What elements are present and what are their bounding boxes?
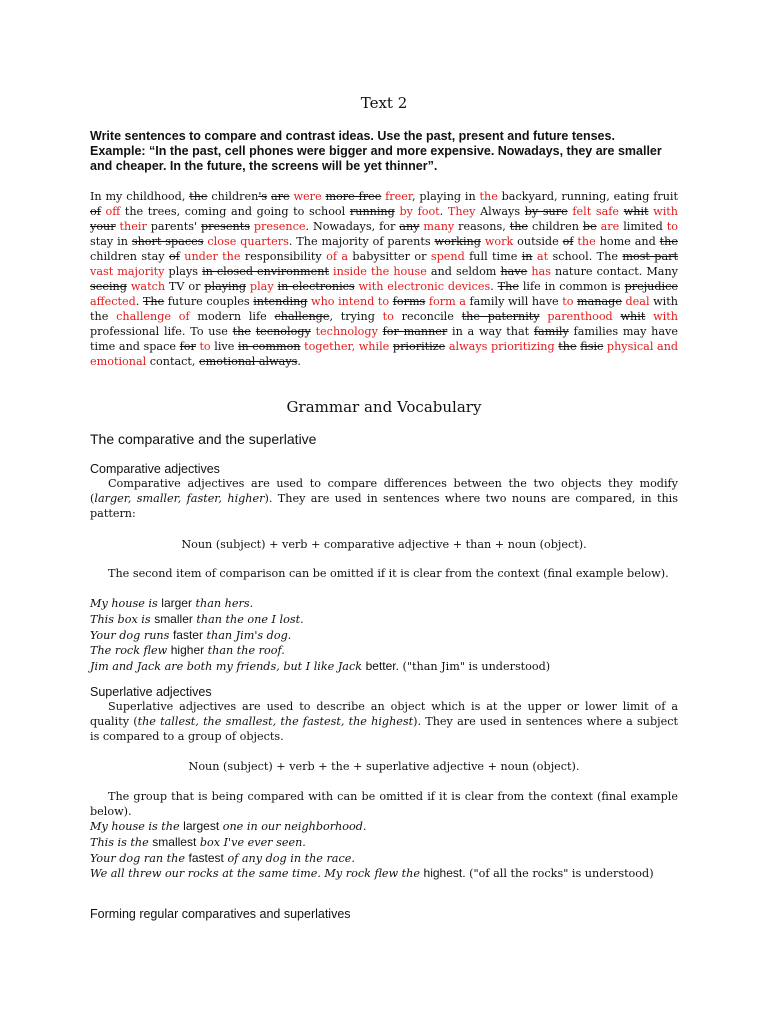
struck-word: challenge [274, 310, 330, 323]
correction-word: to [382, 310, 394, 323]
grammar-heading: Grammar and Vocabulary [286, 398, 482, 416]
example-sentence [90, 628, 678, 644]
page-title: Text 2 [360, 94, 408, 112]
struck-word: seeing [90, 280, 127, 293]
correction-word: together, while [304, 340, 390, 353]
example-text: The rock flew [90, 644, 171, 658]
struck-word: in electronics [277, 280, 355, 293]
correction-word: to [562, 295, 574, 308]
essay-text: . [135, 295, 143, 308]
correction-word: parenthood [547, 310, 613, 323]
correction-word: the [577, 235, 596, 248]
superlative-note: The group that is being compared with can be omitted if it is clear from the context (final example below). [90, 790, 678, 818]
essay-text: In my childhood, [90, 190, 190, 203]
struck-word: be [582, 220, 597, 233]
essay-text: , playing in [412, 190, 480, 203]
correction-word: deal [625, 295, 650, 308]
struck-word: by sure [524, 205, 568, 218]
correction-word: many [423, 220, 455, 233]
struck-word: tecnology [255, 325, 311, 338]
example-text: My house is [90, 597, 162, 610]
struck-word: fisic [580, 340, 604, 353]
struck-word: of [90, 205, 101, 218]
correction-word: the [479, 190, 498, 203]
example-keyword: highest. [423, 866, 466, 881]
comparative-examples [90, 596, 678, 675]
essay-text: plays [164, 265, 203, 278]
example-sentence [90, 851, 678, 867]
example-keyword: larger [161, 596, 192, 610]
essay-text: school. The [548, 250, 623, 263]
correction-word: watch [130, 280, 166, 293]
struck-word: the [558, 340, 577, 353]
essay-text: . The majority of parents [288, 235, 435, 248]
correction-word: are [600, 220, 620, 233]
struck-word: the [189, 190, 208, 203]
example-sentence [90, 659, 678, 675]
struck-word: in closed environment [202, 265, 329, 278]
correction-word: at [536, 250, 549, 263]
struck-word: 's [258, 190, 268, 203]
example-keyword: smaller [154, 611, 193, 626]
struck-word: whit [623, 205, 649, 218]
struck-word: running [349, 205, 395, 218]
instruction-line: Write sentences to compare and contrast ideas. Use the past, present and future tenses. [90, 129, 615, 143]
correction-word: physical and emotional [90, 340, 679, 368]
essay-text: with the [90, 295, 678, 323]
example-keyword: smallest [152, 834, 197, 849]
example-line: Example: “In the past, cell phones were bigger and more expensive. Nowadays, they are smaller and cheaper. In the future, the screens will be yet thinner”. [90, 144, 662, 173]
correction-word: with [653, 205, 679, 218]
essay-text: family will have [465, 295, 563, 308]
example-sentence [90, 819, 678, 835]
example-keyword: faster [172, 627, 203, 642]
struck-word: of [168, 250, 180, 263]
correction-word: challenge of [116, 310, 190, 323]
example-text: Jim and Jack are both my friends, but I like Jack [90, 660, 366, 674]
correction-word: technology [315, 325, 378, 338]
essay-text: the trees, coming and going to school [120, 205, 350, 218]
correction-word: who intend to [311, 295, 390, 308]
instructions [90, 129, 678, 174]
essay-text: parents' [146, 220, 201, 233]
struck-word: the [232, 325, 251, 338]
correction-word: under the [184, 250, 241, 263]
essay-text: TV or [165, 280, 205, 293]
correction-word: to [666, 220, 679, 233]
correction-word: has [531, 265, 551, 278]
struck-word: intending [253, 295, 308, 308]
example-text: Your dog runs [90, 628, 173, 642]
comparative-paragraph [90, 476, 678, 521]
comparative-note: The second item of comparison can be omitted if it is clear from the context (final example below). [108, 567, 669, 580]
forming-heading: Forming regular comparatives and superlatives [90, 907, 351, 921]
correction-word: with electronic devices [358, 280, 491, 293]
correction-word: their [119, 220, 147, 233]
essay-text: modern life [189, 310, 275, 323]
essay-text: backyard, running, eating fruit [497, 190, 679, 203]
example-text: box I've ever seen. [196, 835, 306, 849]
superlative-formula: Noun (subject) + verb + the + superlative adjective + noun (object). [188, 760, 580, 773]
struck-word: short spaces [131, 235, 204, 248]
correction-word: off [105, 205, 121, 218]
essay-text: limited [619, 220, 667, 233]
essay-text: in a way that [447, 325, 534, 338]
struck-word: of [562, 235, 574, 248]
essay-text: life in common is [518, 280, 625, 293]
correction-word: by foot [399, 205, 440, 218]
struck-word: the [659, 235, 678, 248]
essay-text: outside [513, 235, 563, 248]
struck-word: the paternity [461, 310, 540, 323]
struck-word: any [399, 220, 420, 233]
example-sentence [90, 643, 678, 659]
essay-text: . [439, 205, 448, 218]
struck-word: The [142, 295, 165, 308]
text-span: Comparative adjectives are used to compare differences between the two objects they modify ( [90, 477, 678, 505]
essay-text: stay in [90, 235, 132, 248]
struck-word: are [270, 190, 290, 203]
essay-text: contact, [146, 355, 200, 368]
example-keyword: fastest [188, 850, 224, 865]
italic-examples: larger, smaller, faster, higher [94, 492, 265, 505]
correction-word: work [484, 235, 514, 248]
struck-word: prioritize [392, 340, 446, 353]
example-keyword: higher [170, 643, 205, 658]
text-span: Superlative adjectives are used to describe an object which is at the upper or lower limit of a quality ( [90, 700, 678, 728]
struck-word: whit [620, 310, 646, 323]
correction-word: vast majority [90, 265, 165, 278]
struck-word: most part [622, 250, 678, 263]
italic-examples: the tallest, the smallest, the fastest, the highest [137, 715, 414, 728]
example-text: Your dog ran the [90, 851, 189, 865]
superlative-heading: Superlative adjectives [90, 685, 212, 699]
struck-word: presents [201, 220, 250, 233]
correction-word: form a [428, 295, 466, 308]
essay-text: professional life. To use [90, 325, 233, 338]
example-text: than the roof. [204, 644, 285, 658]
essay-text: home and [595, 235, 660, 248]
superlative-examples [90, 819, 678, 882]
essay-text: full time [464, 250, 522, 263]
correction-word: with [653, 310, 678, 323]
text-span: ). They are used in sentences where a subject is compared to a group of objects. [90, 715, 678, 743]
example-text: ("than Jim" is understood) [398, 660, 551, 674]
essay-text: , trying [329, 310, 383, 323]
struck-word: forms [392, 295, 426, 308]
example-sentence [90, 866, 678, 882]
essay-text: responsibility [240, 250, 327, 263]
essay-text: children stay [90, 250, 169, 263]
example-text: We all threw our rocks at the same time. My rock flew the [90, 867, 424, 881]
struck-word: playing [204, 280, 247, 293]
struck-word: your [90, 220, 116, 233]
struck-word: more free [325, 190, 382, 203]
correction-word: to [199, 340, 211, 353]
example-keyword: better. [365, 659, 399, 674]
example-text: than the one I lost. [192, 612, 304, 626]
correction-word: play [249, 280, 274, 293]
struck-word: in common [237, 340, 301, 353]
correction-word: freer [385, 190, 413, 203]
essay-text: live [210, 340, 238, 353]
superlative-paragraph [90, 699, 678, 744]
struck-word: the [509, 220, 529, 233]
correction-word: of a [326, 250, 349, 263]
example-text: than hers. [191, 597, 254, 610]
example-text: of any dog in the race. [223, 851, 355, 865]
struck-word: manage [577, 295, 622, 308]
struck-word: in [521, 250, 533, 263]
example-text: This box is [90, 612, 155, 626]
struck-word: working [434, 235, 481, 248]
example-text: My house is the [90, 820, 184, 833]
struck-word: The [497, 280, 519, 293]
essay-text: and seldom [426, 265, 501, 278]
struck-word: emotional always [199, 355, 298, 368]
correction-word: felt safe [572, 205, 620, 218]
example-text: than Jim's dog. [202, 628, 292, 642]
text-span: ). They are used in sentences where two nouns are compared, in this pattern: [90, 492, 678, 520]
essay-paragraph [90, 189, 678, 369]
example-sentence [90, 835, 678, 851]
correction-word: presence [253, 220, 306, 233]
correction-word: spend [430, 250, 465, 263]
struck-word: for manner [382, 325, 448, 338]
essay-text: reconcile [393, 310, 462, 323]
struck-word: have [500, 265, 528, 278]
correction-word: were [293, 190, 322, 203]
essay-text: babysitter or [348, 250, 431, 263]
struck-word: family [533, 325, 569, 338]
essay-text: reasons, [454, 220, 510, 233]
example-keyword: largest [183, 819, 220, 833]
example-text: one in our neighborhood. [219, 820, 367, 833]
example-sentence [90, 596, 678, 612]
essay-text: future couples [164, 295, 254, 308]
correction-word: close quarters [207, 235, 289, 248]
comparative-formula: Noun (subject) + verb + comparative adjective + than + noun (object). [181, 538, 587, 551]
example-text: ("of all the rocks" is understood) [465, 867, 654, 881]
example-sentence [90, 612, 678, 628]
correction-word: always prioritizing [448, 340, 555, 353]
comparative-heading: Comparative adjectives [90, 462, 220, 476]
struck-word: for [179, 340, 196, 353]
essay-text: . [297, 355, 301, 368]
section-heading: The comparative and the superlative [90, 431, 317, 447]
essay-text [645, 310, 653, 323]
example-text: This is the [90, 835, 153, 849]
essay-text: children [528, 220, 583, 233]
essay-text: nature contact. Many [550, 265, 678, 278]
essay-text: families may have time and space [90, 325, 678, 353]
struck-word: prejudice [624, 280, 678, 293]
correction-word: They [447, 205, 476, 218]
correction-word: inside the house [333, 265, 427, 278]
essay-text: children [207, 190, 259, 203]
correction-word: affected [90, 295, 136, 308]
essay-text: Always [475, 205, 525, 218]
essay-text: . Nowadays, for [305, 220, 400, 233]
essay-text: . [490, 280, 498, 293]
